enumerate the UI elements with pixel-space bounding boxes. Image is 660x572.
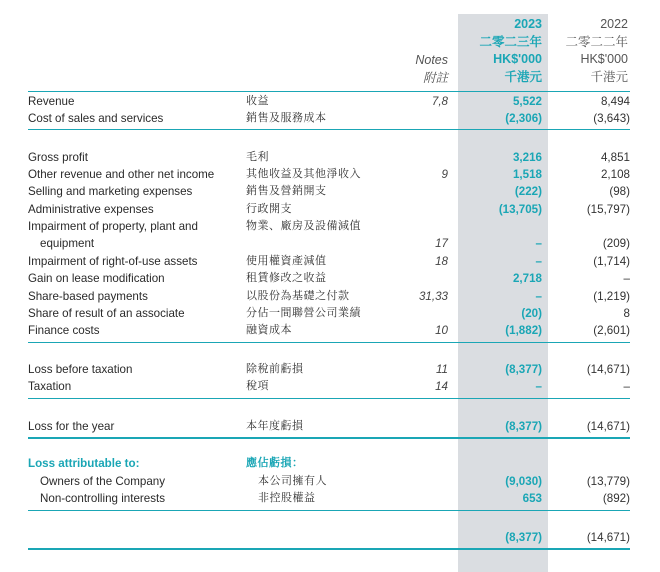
row-attribution-total bbox=[28, 529, 630, 547]
row-value-2022: (98) bbox=[609, 185, 630, 198]
notes-header bbox=[380, 52, 448, 87]
row-label-zh: 使用權資產減值 bbox=[246, 255, 327, 267]
row-label-en: Share-based payments bbox=[28, 290, 148, 303]
row-label-zh: 融資成本 bbox=[246, 324, 292, 336]
row-label-zh: 其他收益及其他淨收入 bbox=[246, 168, 361, 180]
row-impairment-ppe-cont bbox=[28, 235, 630, 253]
row-gross-profit bbox=[28, 149, 630, 167]
row-label-en: Gain on lease modification bbox=[28, 272, 165, 285]
row-label-zh: 非控股權益 bbox=[258, 492, 316, 504]
row-label-zh: 本公司擁有人 bbox=[258, 475, 327, 487]
row-other-revenue bbox=[28, 166, 630, 184]
row-loss-for-year bbox=[28, 418, 630, 436]
total-rule bbox=[28, 437, 630, 439]
row-value-2023: – bbox=[535, 255, 542, 268]
row-label-zh: 除稅前虧損 bbox=[246, 363, 304, 375]
row-value-2023: (1,882) bbox=[505, 324, 542, 337]
row-value-2023: 3,216 bbox=[512, 151, 542, 164]
row-value-2022: (1,714) bbox=[593, 255, 630, 268]
row-note: 7,8 bbox=[431, 95, 448, 108]
subtotal-rule bbox=[28, 510, 630, 511]
row-value-2022: (892) bbox=[602, 492, 630, 505]
row-label-zh: 本年度虧損 bbox=[246, 420, 304, 432]
row-impairment-ppe bbox=[28, 218, 630, 236]
row-value-2022: 4,851 bbox=[600, 151, 630, 164]
row-label-en: Loss before taxation bbox=[28, 363, 133, 376]
row-label-zh: 行政開支 bbox=[246, 203, 292, 215]
row-note: 17 bbox=[435, 237, 448, 250]
row-value-2023: (9,030) bbox=[505, 475, 542, 488]
row-loss-before-tax bbox=[28, 361, 630, 379]
row-value-2022: (14,671) bbox=[586, 420, 630, 433]
year-2022-header bbox=[550, 16, 628, 86]
row-label-zh: 稅項 bbox=[246, 380, 269, 392]
year-2023-unit-zh: 千港元 bbox=[504, 69, 542, 84]
row-label-zh: 應佔虧損： bbox=[246, 457, 304, 469]
row-revenue bbox=[28, 93, 630, 111]
year-2022-label: 2022 bbox=[600, 17, 628, 31]
row-lease-gain bbox=[28, 270, 630, 288]
row-value-2022: (209) bbox=[602, 237, 630, 250]
row-label-zh: 銷售及營銷開支 bbox=[246, 185, 327, 197]
row-label-zh: 物業、廠房及設備減值 bbox=[246, 220, 361, 232]
row-value-2022: 2,108 bbox=[600, 168, 630, 181]
row-note: 18 bbox=[435, 255, 448, 268]
header-rule bbox=[28, 91, 630, 92]
year-2023-label: 2023 bbox=[514, 17, 542, 31]
row-loss-attributable-heading bbox=[28, 455, 630, 473]
row-note: 9 bbox=[441, 168, 448, 181]
row-owners bbox=[28, 473, 630, 491]
row-note: 31,33 bbox=[418, 290, 448, 303]
row-label-en: Gross profit bbox=[28, 151, 88, 164]
row-taxation bbox=[28, 378, 630, 396]
row-label-zh: 毛利 bbox=[246, 151, 269, 163]
row-label-zh: 分佔一間聯營公司業績 bbox=[246, 307, 361, 319]
row-cost-of-sales bbox=[28, 110, 630, 128]
row-value-2022: (15,797) bbox=[586, 203, 630, 216]
row-label-en: Loss for the year bbox=[28, 420, 115, 433]
row-value-2022: 8 bbox=[623, 307, 630, 320]
row-value-2023: – bbox=[535, 380, 542, 393]
row-selling-expenses bbox=[28, 183, 630, 201]
row-value-2023: – bbox=[535, 237, 542, 250]
subtotal-rule bbox=[28, 342, 630, 343]
row-value-2023: (2,306) bbox=[505, 112, 542, 125]
row-value-2022: (14,671) bbox=[586, 363, 630, 376]
row-non-controlling bbox=[28, 490, 630, 508]
row-value-2022: 8,494 bbox=[600, 95, 630, 108]
year-2022-unit: HK$'000 bbox=[580, 52, 628, 66]
row-label-en: Loss attributable to: bbox=[28, 457, 140, 470]
row-note: 14 bbox=[435, 380, 448, 393]
row-value-2022: (14,671) bbox=[586, 531, 630, 544]
row-value-2023: (20) bbox=[521, 307, 542, 320]
row-label-en: Impairment of property, plant and bbox=[28, 220, 198, 233]
subtotal-rule bbox=[28, 129, 630, 130]
row-impairment-rou bbox=[28, 253, 630, 271]
row-label-en: Impairment of right-of-use assets bbox=[28, 255, 198, 268]
row-value-2022: (2,601) bbox=[593, 324, 630, 337]
row-label-en: Taxation bbox=[28, 380, 72, 393]
row-value-2023: – bbox=[535, 290, 542, 303]
row-value-2023: (8,377) bbox=[505, 363, 542, 376]
year-2022-zh: 二零二二年 bbox=[565, 34, 628, 49]
row-value-2023: 653 bbox=[522, 492, 542, 505]
row-label-en: Cost of sales and services bbox=[28, 112, 164, 125]
row-label-zh: 以股份為基礎之付款 bbox=[246, 290, 350, 302]
row-label-en: Other revenue and other net income bbox=[28, 168, 215, 181]
row-note: 10 bbox=[435, 324, 448, 337]
subtotal-rule bbox=[28, 398, 630, 399]
year-2023-unit: HK$'000 bbox=[493, 52, 542, 66]
row-label-en: Owners of the Company bbox=[40, 475, 166, 488]
row-finance-costs bbox=[28, 322, 630, 340]
row-value-2023: (13,705) bbox=[498, 203, 542, 216]
row-value-2023: 5,522 bbox=[512, 95, 542, 108]
row-share-based-payments bbox=[28, 288, 630, 306]
row-label-en: equipment bbox=[40, 237, 95, 250]
year-2023-zh: 二零二三年 bbox=[479, 34, 542, 49]
row-value-2022: (13,779) bbox=[586, 475, 630, 488]
row-value-2023: (8,377) bbox=[505, 420, 542, 433]
row-value-2023: 1,518 bbox=[512, 168, 542, 181]
row-admin-expenses bbox=[28, 201, 630, 219]
row-label-en: Share of result of an associate bbox=[28, 307, 185, 320]
row-share-of-associate bbox=[28, 305, 630, 323]
row-value-2022: – bbox=[623, 272, 630, 285]
row-note: 11 bbox=[435, 363, 448, 376]
row-label-zh: 租賃修改之收益 bbox=[246, 272, 327, 284]
year-2022-unit-zh: 千港元 bbox=[590, 69, 628, 84]
row-label-en: Revenue bbox=[28, 95, 75, 108]
notes-header-en: Notes bbox=[415, 53, 448, 67]
row-value-2022: (1,219) bbox=[593, 290, 630, 303]
total-rule bbox=[28, 548, 630, 550]
row-value-2023: (222) bbox=[514, 185, 542, 198]
row-label-zh: 銷售及服務成本 bbox=[246, 112, 327, 124]
row-label-en: Selling and marketing expenses bbox=[28, 185, 193, 198]
row-label-zh: 收益 bbox=[246, 95, 269, 107]
row-value-2023: (8,377) bbox=[505, 531, 542, 544]
row-value-2023: 2,718 bbox=[512, 272, 542, 285]
row-value-2022: (3,643) bbox=[593, 112, 630, 125]
row-label-en: Non-controlling interests bbox=[40, 492, 166, 505]
notes-header-zh: 附註 bbox=[422, 70, 448, 85]
row-label-en: Finance costs bbox=[28, 324, 100, 337]
row-value-2022: – bbox=[623, 380, 630, 393]
row-label-en: Administrative expenses bbox=[28, 203, 154, 216]
year-2023-header bbox=[458, 16, 542, 86]
